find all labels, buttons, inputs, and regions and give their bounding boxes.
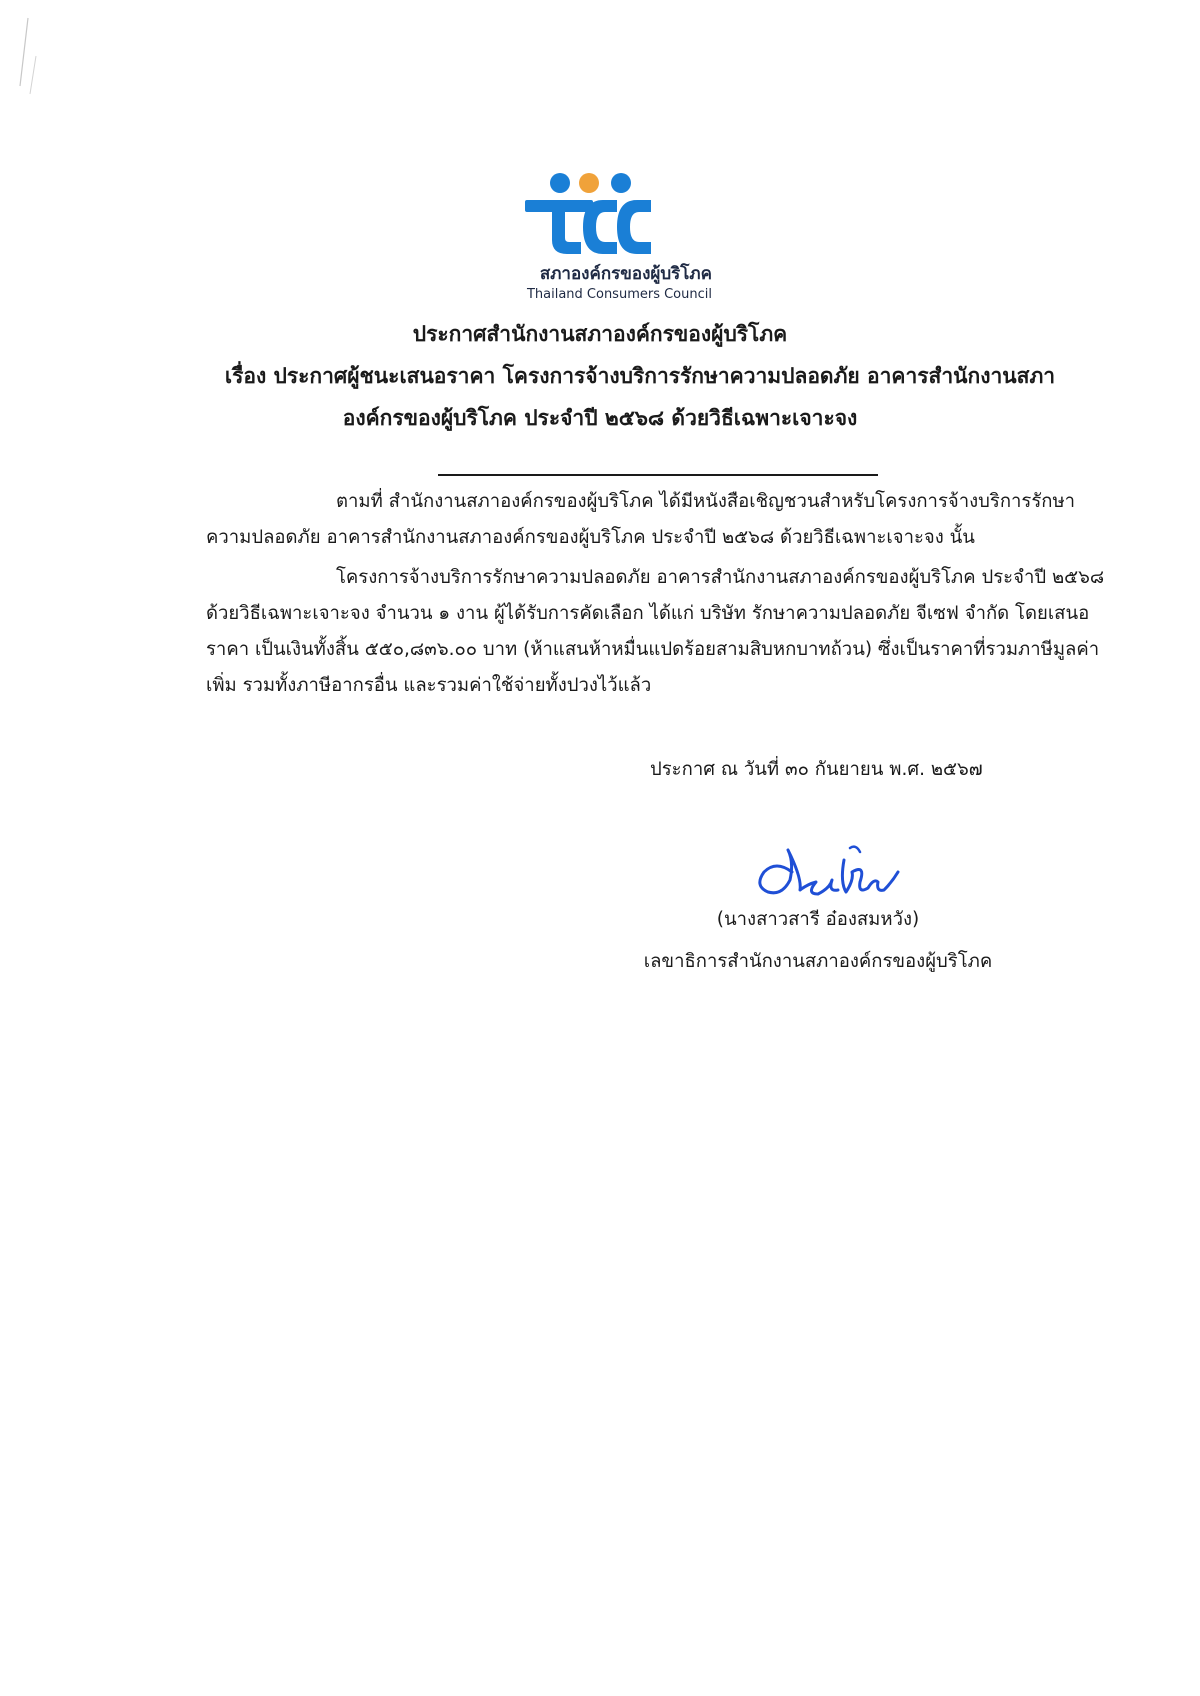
announcement-subject-line-1: เรื่อง ประกาศผู้ชนะเสนอราคา โครงการจ้างบริการรักษาความปลอดภัย อาคารสำนักงานสภา [224, 364, 1056, 388]
body-paragraph-2 [206, 560, 1106, 704]
announcement-date: ประกาศ ณ วันที่ ๓๐ กันยายน พ.ศ. ๒๕๖๗ [650, 759, 983, 780]
announcement-title: ประกาศสำนักงานสภาองค์กรของผู้บริโภค [412, 322, 788, 346]
tcc-logo [470, 172, 730, 302]
announcement-subject-line-2: องค์กรของผู้บริโภค ประจำปี ๒๕๖๘ ด้วยวิธีเฉพาะเจาะจง [342, 406, 858, 430]
logo-english-name: Thailand Consumers Council [526, 287, 712, 302]
signer-title: เลขาธิการสำนักงานสภาองค์กรของผู้บริโภค [643, 951, 993, 972]
title-divider [438, 474, 878, 476]
signer-name: (นางสาวสารี อ๋องสมหวัง) [716, 909, 920, 930]
body-paragraph-1 [206, 484, 1106, 556]
logo-thai-name: สภาองค์กรของผู้บริโภค [539, 264, 712, 284]
tcc-logo-mark-icon [525, 172, 675, 258]
body-paragraph-1-text: ตามที่ สำนักงานสภาองค์กรของผู้บริโภค ได้มีหนังสือเชิญชวนสำหรับโครงการจ้างบริการรักษาความปลอดภัย อาคารสำนักงานสภาองค์กรของผู้บริโภค ประจำปี ๒๕๖๘ ด้วยวิธีเฉพาะเจาะจง นั้น [206, 491, 1076, 548]
handwritten-signature [748, 842, 908, 904]
body-paragraph-2-text: โครงการจ้างบริการรักษาความปลอดภัย อาคารสำนักงานสภาองค์กรของผู้บริโภค ประจำปี ๒๕๖๘ ด้วยวิธีเฉพาะเจาะจง จำนวน ๑ งาน ผู้ได้รับการคัดเลือก ได้แก่ บริษัท รักษาความปลอดภัย จีเซฟ จำกัด โดยเสนอราคา เป็นเงินทั้งสิ้น ๕๕๐,๘๓๖.๐๐ บาท (ห้าแสนห้าหมื่นแปดร้อยสามสิบหกบาทถ้วน) ซึ่งเป็นราคาที่รวมภาษีมูลค่าเพิ่ม รวมทั้งภาษีอากรอื่น และรวมค่าใช้จ่ายทั้งปวงไว้แล้ว [206, 567, 1105, 696]
scan-artifact-mark [14, 16, 44, 96]
